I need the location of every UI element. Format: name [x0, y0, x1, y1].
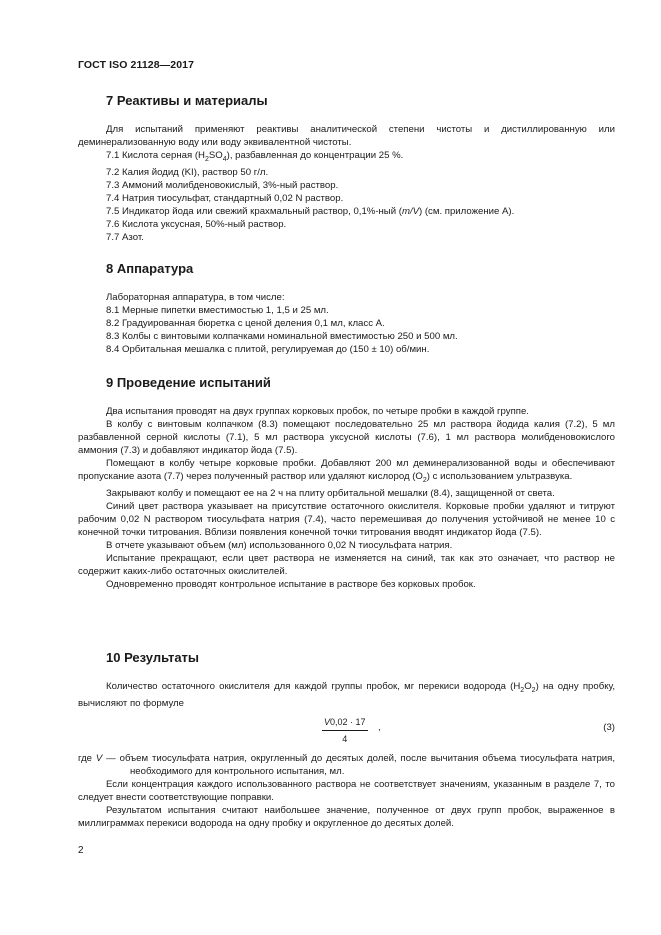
formula-fraction: [322, 716, 368, 746]
formula-3: [78, 716, 615, 750]
item-7-2: 7.2 Калия йодид (KI), раствор 50 г/л.: [106, 166, 269, 178]
section-8: [78, 261, 615, 356]
formula-comma: ,: [378, 721, 381, 733]
formula-denominator: 4: [342, 733, 348, 744]
section-8-title: 8 Аппаратура: [106, 261, 194, 276]
section-9-paragraph-4: Закрывают колбу и помещают ее на 2 ч на плиту орбитальной мешалки (8.4), защищенной от света.: [106, 487, 555, 499]
item-8-2: 8.2 Градуированная бюретка с ценой деления 0,1 мл, класс А.: [106, 318, 385, 329]
item-7-5: 7.5 Индикатор йода или свежий крахмальный раствор, 0,1%-ный (m/V) (см. приложение А).: [106, 205, 515, 217]
section-7-title: 7 Реактивы и материалы: [106, 93, 268, 108]
section-8-intro: Лабораторная аппаратура, в том числе:: [106, 292, 285, 303]
section-7: [78, 93, 615, 244]
item-7-6: 7.6 Кислота уксусная, 50%-ный раствор.: [106, 218, 287, 230]
section-10-paragraph-2: Если концентрация каждого использованного раствора не соответствует значениям, указанным в разделе 7, то следует внести соответствующие поправки.: [78, 778, 615, 803]
formula-number: (3): [603, 721, 615, 733]
item-7-7: 7.7 Азот.: [106, 231, 144, 243]
section-9-paragraph-3: Помещают в колбу четыре корковые пробки. Добавляют 200 мл деминерализованной воды и обеспечивают пропускание азота (7.7) через полученный раствор или удаляют кислород $(O_2)$ с использованием ультразвука.: [78, 458, 615, 484]
section-9-title: 9 Проведение испытаний: [106, 375, 271, 390]
section-9-paragraph-5: Синий цвет раствора указывает на присутствие остаточного окислителя. Корковые пробки удаляют и титруют рабочим 0,02 N раствором тиосульфата натрия (7.4), часто перемешивая до получения устойчивой не менее 10 с конечной точки титрования. Вблизи появления конечной точки титрования вводят индикатор йода (7.5).: [78, 500, 615, 538]
section-9-paragraph-2: В колбу с винтовым колпачком (8.3) помещают последовательно 25 мл раствора йодида калия (7.2), 5 мл разбавленной серной кислоты (7.1), 5 мл раствора уксусной кислоты (7.6), 1 мл раствора молибденовокислого аммония (7.3) и добавляют индикатор йода (7.5).: [78, 419, 615, 456]
item-8-1: 8.1 Мерные пипетки вместимостью 1, 1,5 и 25 мл.: [106, 305, 329, 316]
item-7-3: 7.3 Аммоний молибденовокислый, 3%-ный раствор.: [106, 179, 339, 191]
section-9-paragraph-1: Два испытания проводят на двух группах корковых пробок, по четыре пробки в каждой группе.: [106, 406, 529, 417]
section-9-paragraph-6: В отчете указывают объем (мл) использованного 0,02 N тиосульфата натрия.: [106, 539, 453, 551]
section-10-title: 10 Результаты: [106, 650, 200, 665]
section-10-paragraph-1: Количество остаточного окислителя для каждой группы пробок, мг перекиси водорода $(H_2O_2)$ на одну пробку, вычисляют по формуле: [78, 681, 615, 709]
section-10: [78, 650, 615, 830]
item-7-4: 7.4 Натрия тиосульфат, стандартный 0,02 N раствор.: [106, 192, 344, 204]
formula-where-clause: где V — объем тиосульфата натрия, округленный до десятых долей, после вычитания объема тиосульфата натрия, необходимого для контрольного испытания, мл.: [78, 752, 615, 777]
page-number: 2: [78, 845, 84, 856]
item-7-1: 7.1 Кислота серная $(H_2SO_4)$, разбавленная до концентрации 25 %.: [106, 150, 404, 163]
formula-numerator: V0,02 · 17: [322, 716, 368, 731]
section-10-paragraph-3: Результатом испытания считают наибольшее значение, полученное от двух групп пробок, выраженное в миллиграммах перекиси водорода на одну пробку и округленное до десятых долей.: [78, 804, 615, 829]
section-9: [78, 375, 615, 591]
item-8-4: 8.4 Орбитальная мешалка с плитой, регулируемая до (150 ± 10) об/мин.: [106, 344, 430, 355]
section-9-paragraph-8: Одновременно проводят контрольное испытание в растворе без корковых пробок.: [106, 578, 476, 590]
section-9-paragraph-7: Испытание прекращают, если цвет раствора не изменяется на синий, так как это означает, что раствор не содержит каких-либо остаточных окислителей.: [78, 552, 615, 577]
document-header: ГОСТ ISO 21128—2017: [78, 59, 195, 71]
item-8-3: 8.3 Колбы с винтовыми колпачками номинальной вместимостью 250 и 500 мл.: [106, 331, 458, 342]
section-7-intro: Для испытаний применяют реактивы аналитической степени чистоты и дистиллированную или деминерализованную воду или воду эквивалентной чистоты.: [78, 124, 615, 148]
